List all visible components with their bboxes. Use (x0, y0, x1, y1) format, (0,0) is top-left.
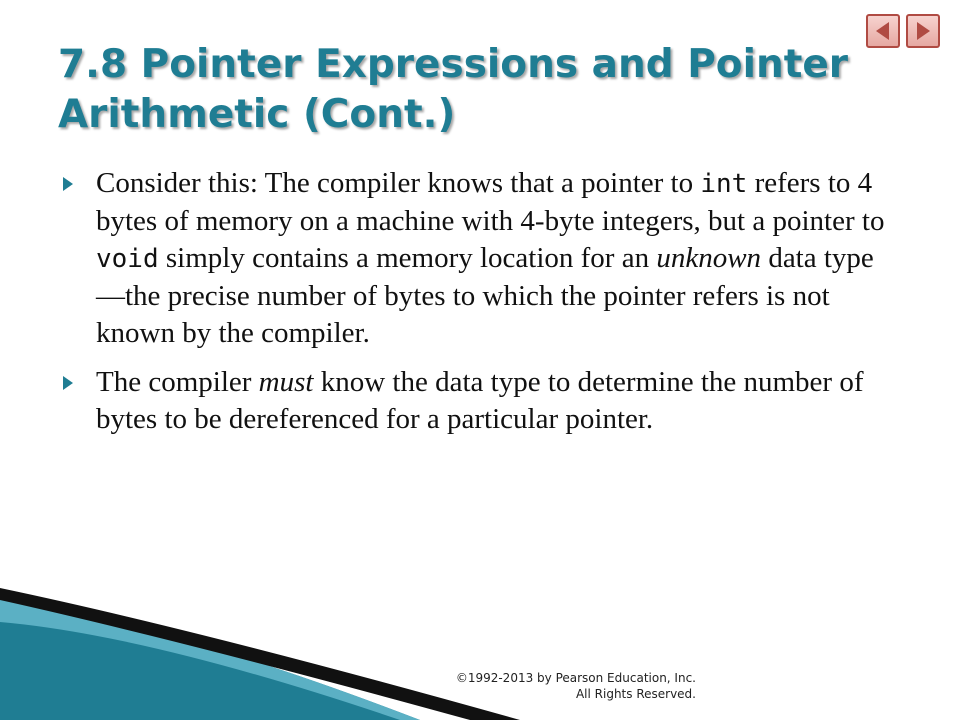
triangle-bullet-icon (62, 165, 96, 197)
bullet-item (62, 364, 892, 438)
bullet-item (62, 165, 892, 352)
copyright-notice: ©1992-2013 by Pearson Education, Inc. All Rights Reserved. (455, 671, 696, 701)
triangle-left-icon (872, 20, 894, 42)
emphasis: unknown (656, 242, 762, 274)
next-slide-button[interactable] (906, 14, 940, 48)
bullet-text: Consider this: The compiler knows that a pointer to int refers to 4 bytes of memory on a machine with 4-byte integers, but a pointer to void simply contains a memory location for an unknown data type—the precise number of bytes to which the pointer refers is not known by the compiler. (96, 167, 885, 349)
code-keyword: int (700, 169, 748, 199)
triangle-bullet-icon (62, 364, 96, 396)
emphasis: must (258, 366, 314, 398)
slide-title: 7.8 Pointer Expressions and Pointer Arithmetic (Cont.) (58, 42, 849, 137)
slide-body (62, 165, 892, 450)
code-keyword: void (96, 244, 159, 274)
triangle-right-icon (912, 20, 934, 42)
bullet-text: The compiler must know the data type to determine the number of bytes to be dereferenced for a particular pointer. (96, 366, 864, 435)
